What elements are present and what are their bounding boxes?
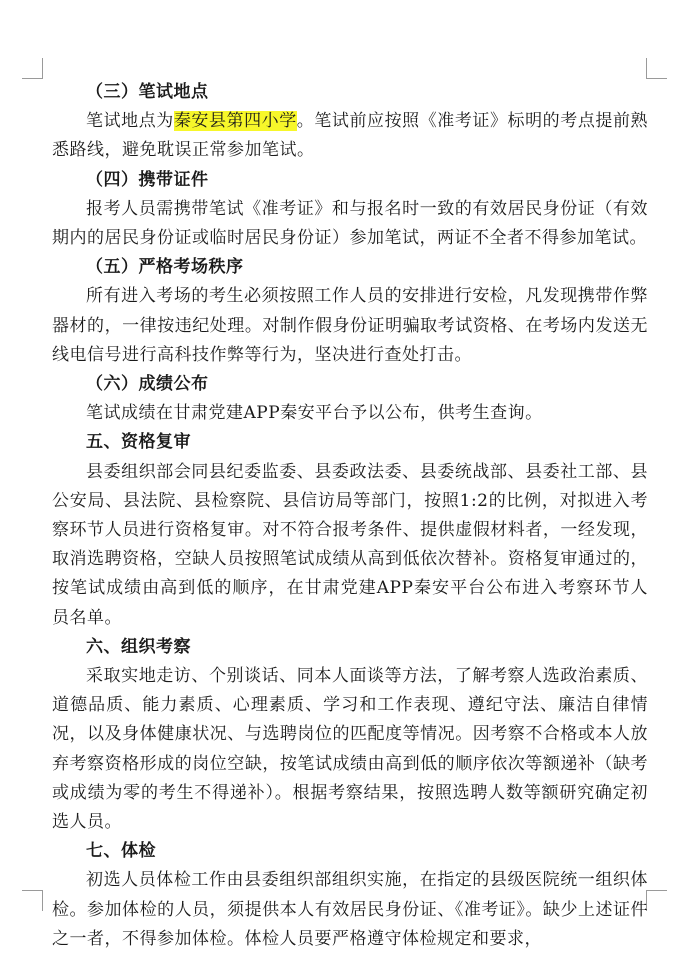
text-post: 。笔试前应按照《准考证》标明的考点提前熟悉路线，避免耽误正常参加笔试。 bbox=[52, 111, 649, 161]
crop-mark-top-right bbox=[646, 58, 667, 79]
section-heading-qualification-review: 五、资格复审 bbox=[86, 432, 191, 453]
crop-mark-bottom-right bbox=[646, 890, 667, 911]
paragraph-inspection: 采取实地走访、个别谈话、同本人面谈等方法，了解考察人选政治素质、道德品质、能力素质、心理素质、学习和工作表现、遵纪守法、廉洁自律情况，以及身体健康状况、与选聘岗位的匹配度等情况。因考察不合格或本人放弃考察资格形成的岗位空缺，按笔试成绩由高到低的顺序依次等额递补（缺考或成绩为零的考生不得递补）。根据考察结果，按照选聘人数等额研究确定初选人员。 bbox=[52, 666, 648, 833]
section-heading-medical-exam: 七、体检 bbox=[86, 841, 156, 862]
document-body bbox=[52, 78, 648, 954]
paragraph-exam-location bbox=[52, 107, 648, 165]
section-heading-exam-order: （五）严格考场秩序 bbox=[86, 257, 244, 278]
section-heading-results: （六）成绩公布 bbox=[86, 374, 209, 395]
paragraph-medical-exam: 初选人员体检工作由县委组织部组织实施，在指定的县级医院统一组织体检。参加体检的人员，须提供本人有效居民身份证、《准考证》。缺少上述证件之一者，不得参加体检。体检人员要严格遵守体检规定和要求， bbox=[52, 870, 648, 949]
paragraph-exam-order: 所有进入考场的考生必须按照工作人员的安排进行安检，凡发现携带作弊器材的，一律按违纪处理。对制作假身份证明骗取考试资格、在考场内发送无线电信号进行高科技作弊等行为，坚决进行查处打击。 bbox=[52, 286, 648, 365]
paragraph-documents: 报考人员需携带笔试《准考证》和与报名时一致的有效居民身份证（有效期内的居民身份证或临时居民身份证）参加笔试，两证不全者不得参加笔试。 bbox=[52, 198, 648, 249]
crop-mark-bottom-left bbox=[22, 890, 43, 911]
section-heading-documents: （四）携带证件 bbox=[86, 169, 209, 190]
crop-mark-top-left bbox=[22, 58, 43, 79]
paragraph-qualification-review: 县委组织部会同县纪委监委、县委政法委、县委统战部、县委社工部、县公安局、县法院、县检察院、县信访局等部门，按照1:2的比例，对拟进入考察环节人员进行资格复审。对不符合报考条件、提供虚假材料者，一经发现，取消选聘资格，空缺人员按照笔试成绩从高到低依次替补。资格复审通过的，按笔试成绩由高到低的顺序，在甘肃党建APP秦安平台公布进入考察环节人员名单。 bbox=[52, 461, 648, 628]
section-heading-exam-location: （三）笔试地点 bbox=[86, 82, 209, 102]
highlighted-location: 秦安县第四小学 bbox=[173, 111, 297, 132]
text-pre: 笔试地点为 bbox=[86, 111, 174, 132]
paragraph-results: 笔试成绩在甘肃党建APP秦安平台予以公布，供考生查询。 bbox=[86, 403, 543, 424]
section-heading-inspection: 六、组织考察 bbox=[86, 636, 191, 657]
